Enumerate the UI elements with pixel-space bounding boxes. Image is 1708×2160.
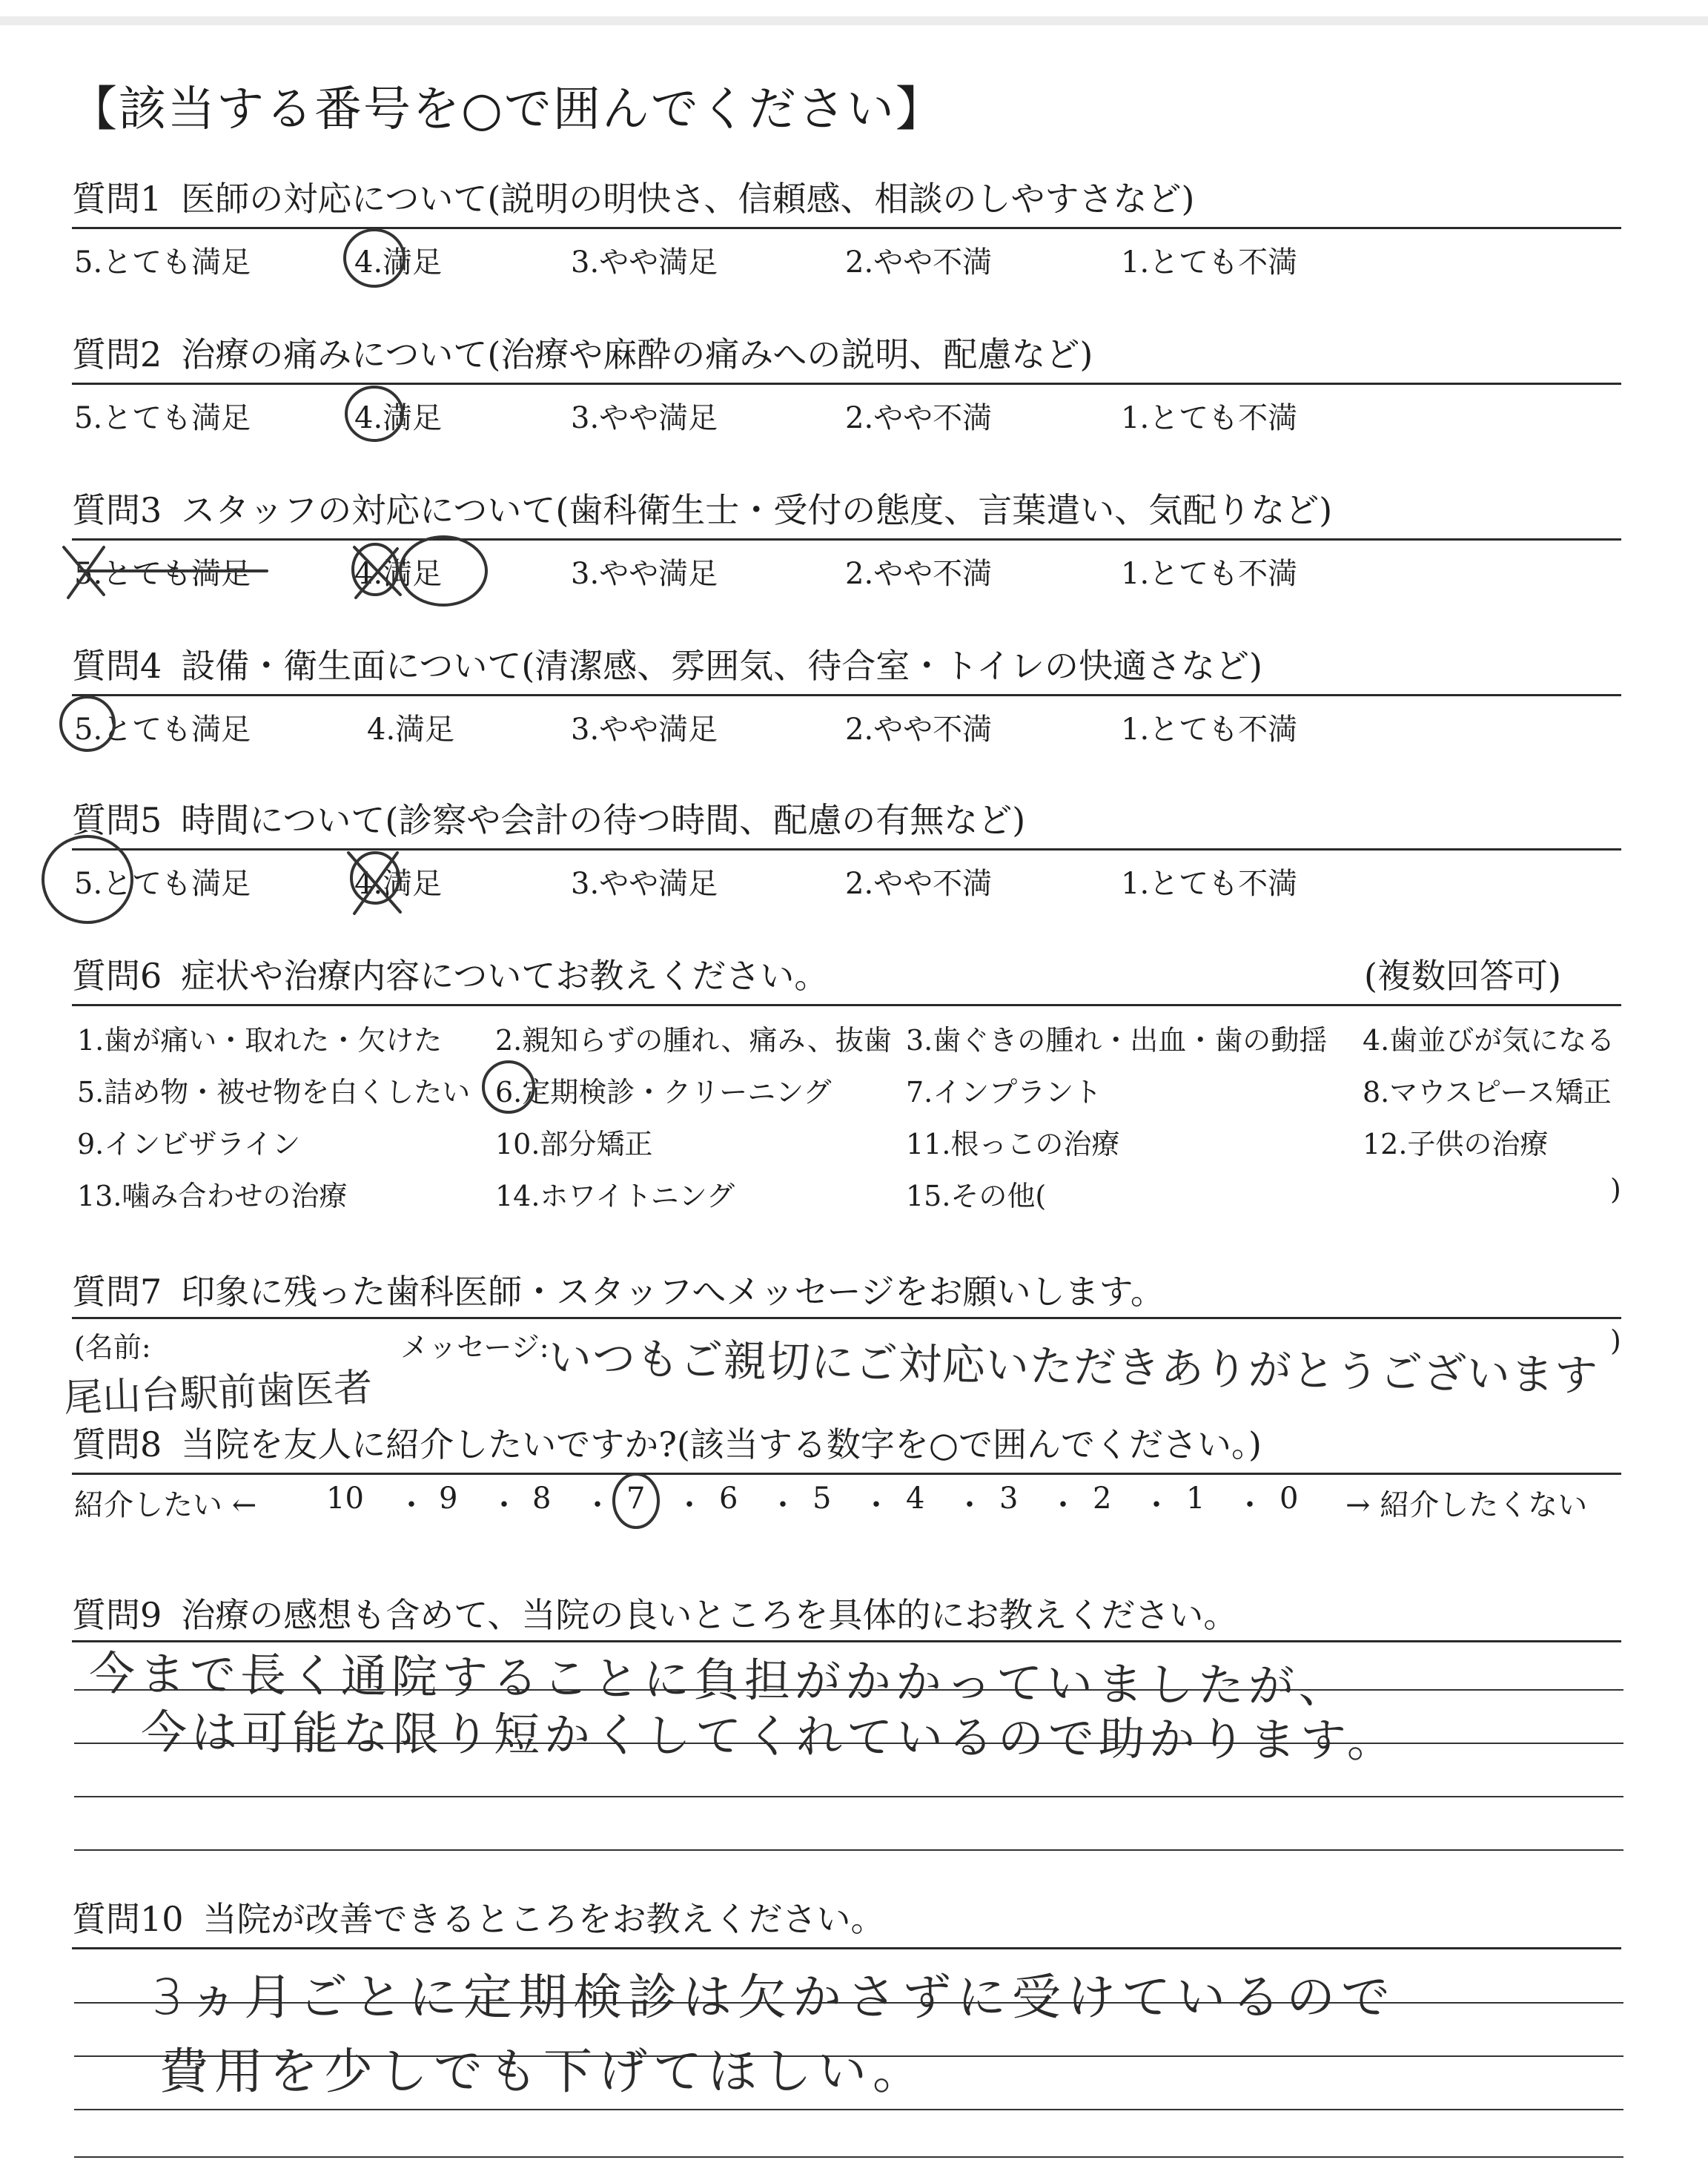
treatment-item-other[interactable]: 15.その他( xyxy=(906,1180,1047,1212)
page-title: 【該当する番号を○で囲んでください】 xyxy=(70,82,944,137)
treatment-item[interactable]: 1.歯が痛い・取れた・欠けた xyxy=(77,1024,443,1057)
option-3[interactable]: 3.やや満足 xyxy=(571,245,718,280)
option-5[interactable]: 5.とても満足 xyxy=(74,245,251,280)
option-2[interactable]: 2.やや不満 xyxy=(845,557,993,591)
selection-circle xyxy=(483,1062,534,1112)
selection-circle xyxy=(43,836,132,922)
selection-circle xyxy=(400,537,486,605)
option-3[interactable]: 3.やや満足 xyxy=(571,557,718,591)
question-text: 時間について(診察や会計の待つ時間、配慮の有無など) xyxy=(181,800,1026,840)
question-text: 設備・衛生面について(清潔感、雰囲気、待合室・トイレの快適さなど) xyxy=(181,646,1262,686)
scale-5[interactable]: 5 xyxy=(812,1482,832,1516)
scale-1[interactable]: 1 xyxy=(1186,1482,1205,1516)
treatment-item[interactable]: 10.部分矯正 xyxy=(495,1128,653,1160)
recommend-left-label: 紹介したい ← xyxy=(74,1488,257,1522)
scale-0[interactable]: 0 xyxy=(1280,1482,1299,1516)
other-close-paren: ) xyxy=(1610,1173,1621,1206)
option-1[interactable]: 1.とても不満 xyxy=(1121,245,1298,280)
question-number: 質問5 xyxy=(72,800,162,840)
question-number: 質問7 xyxy=(72,1272,162,1312)
scale-dot: ・ xyxy=(1142,1488,1171,1522)
question-text: 治療の感想も含めて、当院の良いところを具体的にお教えください。 xyxy=(181,1595,1238,1635)
option-2[interactable]: 2.やや不満 xyxy=(845,713,993,747)
question-text: 治療の痛みについて(治療や麻酔の痛みへの説明、配慮など) xyxy=(181,334,1093,374)
scale-dot: ・ xyxy=(489,1488,519,1522)
treatment-item[interactable]: 9.インビザライン xyxy=(77,1128,301,1160)
question-number: 質問6 xyxy=(72,956,162,996)
question-text: 医師の対応について(説明の明快さ、信頼感、相談のしやすさなど) xyxy=(181,179,1195,219)
name-label: (名前: xyxy=(74,1331,151,1364)
question-text: 印象に残った歯科医師・スタッフへメッセージをお願いします。 xyxy=(181,1272,1165,1312)
option-4[interactable]: 4.満足 xyxy=(354,867,443,901)
scale-dot: ・ xyxy=(1048,1488,1078,1522)
option-1[interactable]: 1.とても不満 xyxy=(1121,867,1298,901)
scale-9[interactable]: 9 xyxy=(439,1482,458,1516)
scale-dot: ・ xyxy=(675,1488,704,1522)
question-text: 当院を友人に紹介したいですか?(該当する数字を○で囲んでください。) xyxy=(181,1424,1262,1464)
close-paren: ) xyxy=(1610,1324,1621,1357)
option-5[interactable]: 5.とても満足 xyxy=(74,867,251,901)
treatment-item[interactable]: 8.マウスピース矯正 xyxy=(1363,1076,1612,1109)
scale-8[interactable]: 8 xyxy=(532,1482,552,1516)
selection-circle xyxy=(345,230,404,286)
option-1[interactable]: 1.とても不満 xyxy=(1121,713,1298,747)
handwritten-answer-line[interactable]: 3ヵ月ごとに定期検診は欠かさずに受けているので xyxy=(152,1969,1396,2026)
selection-circle xyxy=(346,387,403,440)
scale-dot: ・ xyxy=(583,1488,612,1522)
treatment-item[interactable]: 7.インプラント xyxy=(906,1076,1102,1109)
scale-dot: ・ xyxy=(955,1488,984,1522)
treatment-item[interactable]: 3.歯ぐきの腫れ・出血・歯の動揺 xyxy=(906,1024,1328,1057)
treatment-item[interactable]: 6.定期検診・クリーニング xyxy=(495,1076,832,1109)
option-1[interactable]: 1.とても不満 xyxy=(1121,401,1298,435)
question-number: 質問8 xyxy=(72,1424,162,1464)
option-4[interactable]: 4.満足 xyxy=(367,713,455,747)
scale-6[interactable]: 6 xyxy=(719,1482,738,1516)
scale-dot: ・ xyxy=(861,1488,891,1522)
message-label: メッセージ: xyxy=(400,1331,549,1364)
question-text: スタッフの対応について(歯科衛生士・受付の態度、言葉遣い、気配りなど) xyxy=(181,490,1333,530)
option-5[interactable]: 5.とても満足 xyxy=(74,557,251,591)
handwritten-answer-line[interactable]: 費用を少しでも下げてほしい。 xyxy=(159,2043,927,2100)
scale-10[interactable]: 10 xyxy=(326,1482,364,1516)
option-5[interactable]: 5.とても満足 xyxy=(74,401,251,435)
multiple-answer-note: (複数回答可) xyxy=(1364,956,1561,996)
option-4[interactable]: 4.満足 xyxy=(354,401,443,435)
treatment-item[interactable]: 14.ホワイトニング xyxy=(495,1180,735,1212)
question-number: 質問3 xyxy=(72,490,162,530)
option-2[interactable]: 2.やや不満 xyxy=(845,867,993,901)
treatment-item[interactable]: 4.歯並びが気になる xyxy=(1363,1024,1615,1057)
option-5[interactable]: 5.とても満足 xyxy=(74,713,251,747)
treatment-item[interactable]: 12.子供の治療 xyxy=(1363,1128,1549,1160)
scale-2[interactable]: 2 xyxy=(1093,1482,1112,1516)
question-number: 質問4 xyxy=(72,646,162,686)
recommend-right-label: → 紹介したくない xyxy=(1345,1488,1588,1522)
option-4[interactable]: 4.満足 xyxy=(354,245,443,280)
treatment-item[interactable]: 5.詰め物・被せ物を白くしたい xyxy=(77,1076,471,1109)
scale-7[interactable]: 7 xyxy=(626,1482,646,1516)
cross-mark xyxy=(354,547,400,598)
treatment-item[interactable]: 13.噛み合わせの治療 xyxy=(77,1180,348,1212)
scale-4[interactable]: 4 xyxy=(906,1482,925,1516)
cross-mark xyxy=(64,547,267,598)
scale-3[interactable]: 3 xyxy=(999,1482,1019,1516)
option-1[interactable]: 1.とても不満 xyxy=(1121,557,1298,591)
option-2[interactable]: 2.やや不満 xyxy=(845,401,993,435)
scale-dot: ・ xyxy=(768,1488,798,1522)
question-text: 症状や治療内容についてお教えください。 xyxy=(181,956,829,996)
treatment-item[interactable]: 11.根っこの治療 xyxy=(906,1128,1120,1160)
question-text: 当院が改善できるところをお教えください。 xyxy=(202,1899,885,1939)
question-number: 質問1 xyxy=(72,179,162,219)
scale-dot: ・ xyxy=(397,1488,426,1522)
option-2[interactable]: 2.やや不満 xyxy=(845,245,993,280)
option-3[interactable]: 3.やや満足 xyxy=(571,713,718,747)
option-4[interactable]: 4.満足 xyxy=(354,557,443,591)
handwritten-answer-line[interactable]: 今まで長く通院することに負担がかかっていましたが、 xyxy=(88,1646,1350,1714)
option-3[interactable]: 3.やや満足 xyxy=(571,401,718,435)
selection-circle xyxy=(61,697,114,750)
scale-dot: ・ xyxy=(1235,1488,1265,1522)
treatment-item[interactable]: 2.親知らずの腫れ、痛み、抜歯 xyxy=(495,1024,892,1057)
question-number: 質問9 xyxy=(72,1595,162,1635)
handwritten-name[interactable]: 尾山台駅前歯医者 xyxy=(63,1365,374,1421)
option-3[interactable]: 3.やや満足 xyxy=(571,867,718,901)
handwritten-message[interactable]: いつもご親切にご対応いただきありがとうございます xyxy=(548,1332,1599,1401)
selection-circle xyxy=(614,1474,658,1527)
question-number: 質問2 xyxy=(72,334,162,374)
question-number: 質問10 xyxy=(72,1899,184,1939)
handwritten-answer-line[interactable]: 今は可能な限り短かくしてくれているので助かります。 xyxy=(140,1705,1398,1768)
